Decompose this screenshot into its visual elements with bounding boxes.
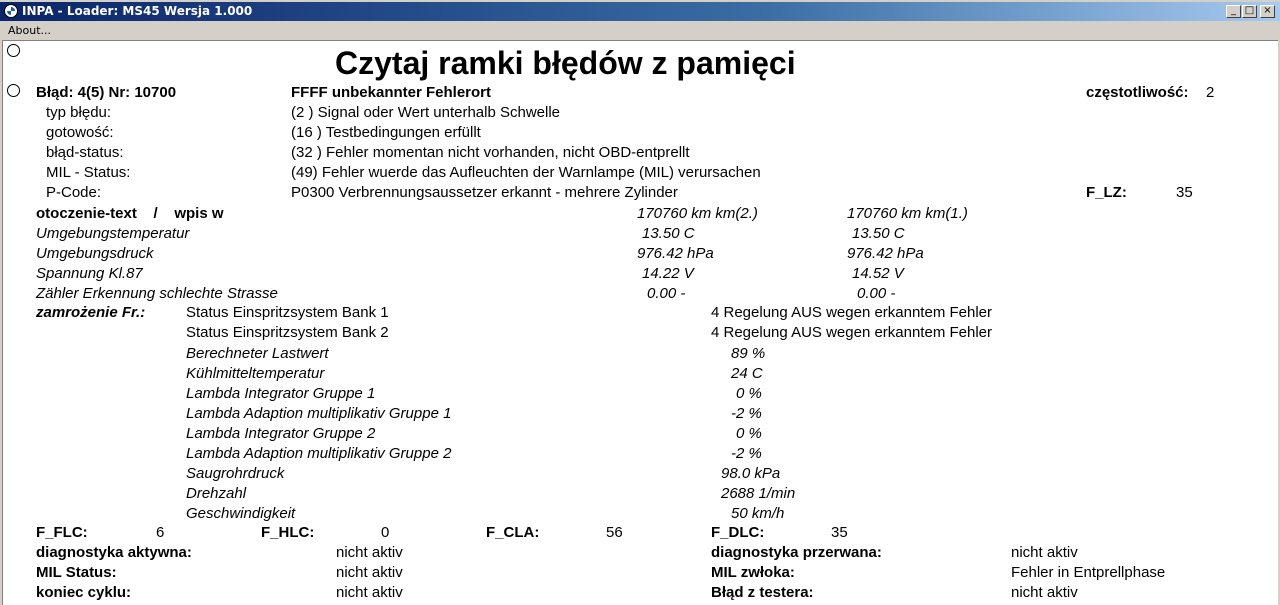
freeze-row-label: Lambda Integrator Gruppe 1 [186, 385, 376, 402]
radio-button-top[interactable] [7, 44, 20, 57]
status-label: Błąd z testera: [711, 584, 814, 601]
environment-col1-header: 170760 km km(2.) [637, 205, 758, 222]
freeze-row-label: Lambda Adaption multiplikativ Gruppe 2 [186, 445, 452, 462]
counter-value: 6 [156, 524, 165, 541]
environment-row-label: Umgebungstemperatur [36, 225, 190, 242]
freeze-row-value: 50 km/h [731, 505, 785, 522]
status-value: nicht aktiv [336, 564, 403, 581]
bmw-logo-icon [4, 4, 18, 18]
frequency-label: częstotliwość: [1086, 84, 1189, 101]
counter-label: F_HLC: [261, 524, 315, 541]
freeze-row-value: -2 % [731, 445, 762, 462]
environment-header: otoczenie-text / wpis w [36, 205, 224, 222]
p-code-value: P0300 Verbrennungsaussetzer erkannt - mehrere Zylinder [291, 184, 678, 201]
status-value: Fehler in Entprellphase [1011, 564, 1166, 581]
status-label: diagnostyka aktywna: [36, 544, 192, 561]
freeze-row-value: 98.0 kPa [721, 465, 781, 482]
p-code-label: P-Code: [46, 184, 102, 201]
counter-label: F_DLC: [711, 524, 765, 541]
freeze-row-label: Lambda Integrator Gruppe 2 [186, 425, 376, 442]
error-status-value: (32 ) Fehler momentan nicht vorhanden, nicht OBD-entprellt [291, 144, 690, 161]
error-status-label: błąd-status: [46, 144, 124, 161]
status-label: diagnostyka przerwana: [711, 544, 882, 561]
window-title: INPA - Loader: MS45 Wersja 1.000 [22, 4, 253, 18]
freeze-row-label: Drehzahl [186, 485, 247, 502]
counter-value: 0 [381, 524, 390, 541]
readiness-label: gotowość: [46, 124, 114, 141]
error-memory-panel [2, 40, 1278, 605]
freeze-status-label: Status Einspritzsystem Bank 1 [186, 304, 389, 321]
freeze-row-label: Lambda Adaption multiplikativ Gruppe 1 [186, 405, 452, 422]
environment-row-value-1: 976.42 hPa [637, 245, 714, 262]
page-title: Czytaj ramki błędów z pamięci [335, 45, 796, 81]
environment-col2-header: 170760 km km(1.) [847, 205, 968, 222]
error-type-value: (2 ) Signal oder Wert unterhalb Schwelle [291, 104, 561, 121]
environment-row-value-1: 13.50 C [642, 225, 695, 242]
freeze-row-value: 0 % [736, 425, 762, 442]
radio-button-error[interactable] [7, 84, 20, 97]
freeze-row-value: 2688 1/min [721, 485, 796, 502]
status-value: nicht aktiv [1011, 584, 1078, 601]
menu-bar [0, 22, 1280, 39]
minimize-button[interactable]: _ [1226, 5, 1241, 18]
freeze-row-label: Berechneter Lastwert [186, 345, 329, 362]
flz-value: 35 [1176, 184, 1193, 201]
freeze-row-label: Geschwindigkeit [186, 505, 296, 522]
readiness-value: (16 ) Testbedingungen erfüllt [291, 124, 481, 141]
counter-label: F_FLC: [36, 524, 88, 541]
counter-value: 35 [831, 524, 848, 541]
environment-row-label: Spannung Kl.87 [36, 265, 143, 282]
mil-status-label: MIL - Status: [46, 164, 131, 181]
mil-status-value: (49) Fehler wuerde das Aufleuchten der Warnlampe (MIL) verursachen [291, 164, 761, 181]
freeze-row-value: -2 % [731, 405, 762, 422]
frequency-value: 2 [1206, 84, 1215, 101]
status-value: nicht aktiv [336, 584, 403, 601]
flz-label: F_LZ: [1086, 184, 1127, 201]
freeze-row-label: Saugrohrdruck [186, 465, 285, 482]
status-value: nicht aktiv [1011, 544, 1078, 561]
freeze-row-label: Kühlmitteltemperatur [186, 365, 325, 382]
counter-label: F_CLA: [486, 524, 540, 541]
environment-row-value-2: 13.50 C [852, 225, 905, 242]
maximize-button[interactable]: □ [1242, 5, 1257, 18]
environment-row-value-1: 14.22 V [642, 265, 694, 282]
environment-row-value-1: 0.00 - [647, 285, 686, 302]
freeze-row-value: 24 C [731, 365, 763, 382]
environment-row-label: Umgebungsdruck [36, 245, 154, 262]
environment-row-label: Zähler Erkennung schlechte Strasse [36, 285, 278, 302]
freeze-frame-label: zamrożenie Fr.: [36, 304, 146, 321]
title-bar[interactable] [0, 2, 1280, 21]
freeze-row-value: 89 % [731, 345, 766, 362]
freeze-status-value: 4 Regelung AUS wegen erkanntem Fehler [711, 304, 993, 321]
freeze-row-value: 0 % [736, 385, 762, 402]
status-label: MIL Status: [36, 564, 117, 581]
environment-row-value-2: 14.52 V [852, 265, 904, 282]
error-label: Błąd: 4(5) Nr: 10700 [36, 84, 177, 101]
status-value: nicht aktiv [336, 544, 403, 561]
error-type-label: typ błędu: [46, 104, 112, 121]
status-label: koniec cyklu: [36, 584, 132, 601]
error-name: FFFF unbekannter Fehlerort [291, 84, 492, 101]
counter-value: 56 [606, 524, 623, 541]
status-label: MIL zwłoka: [711, 564, 795, 581]
menu-about[interactable]: About... [8, 24, 52, 37]
freeze-status-value: 4 Regelung AUS wegen erkanntem Fehler [711, 324, 993, 341]
close-button[interactable]: × [1260, 5, 1275, 18]
environment-row-value-2: 976.42 hPa [847, 245, 924, 262]
environment-row-value-2: 0.00 - [857, 285, 896, 302]
freeze-status-label: Status Einspritzsystem Bank 2 [186, 324, 389, 341]
